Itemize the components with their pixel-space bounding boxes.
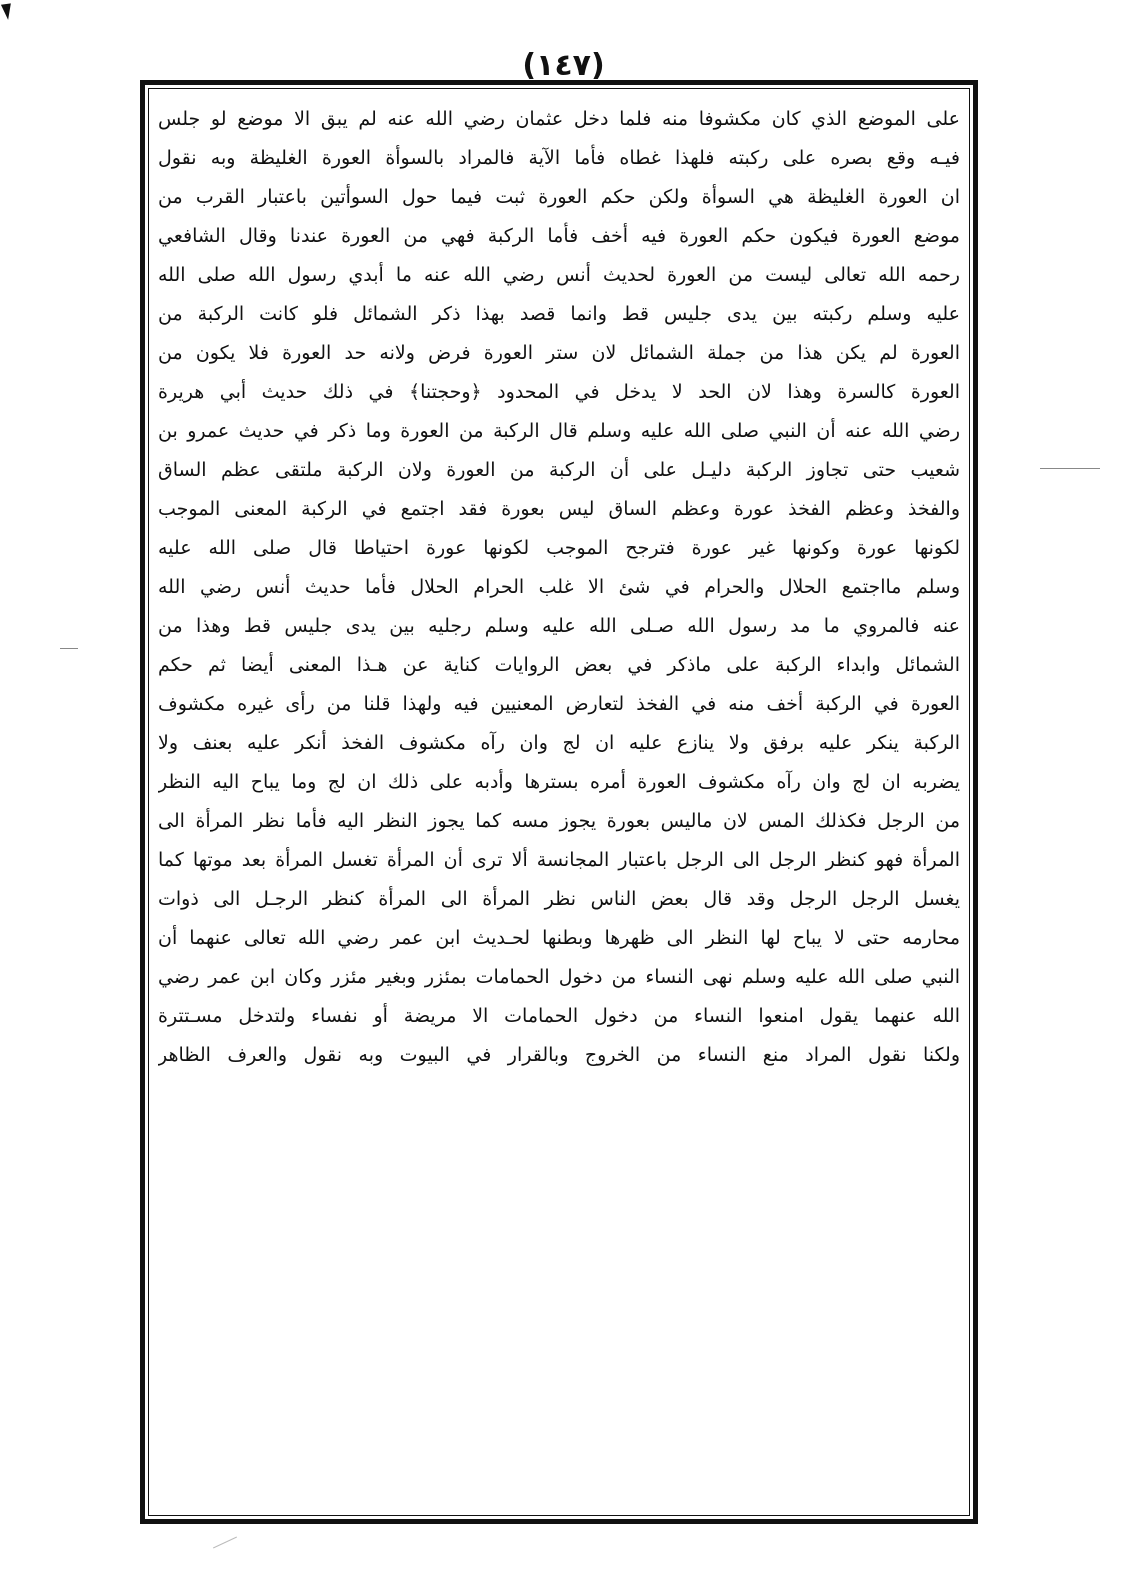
text-line: رضي الله عنه أن النبي صلى الله عليه وسلم قال الركبة من العورة وما ذكر في حديث عمرو بن xyxy=(158,420,960,442)
text-line: لكونها عورة وكونها غير عورة فترجح الموجب لكونها عورة احتياطا قال صلى الله عليه xyxy=(158,537,960,559)
text-line: النبي صلى الله عليه وسلم نهى النساء من دخول الحمامات بمئزر وبغير مئزر وكان ابن عمر رضي xyxy=(158,966,960,988)
text-line: محارمه حتى لا يباح لها النظر الى ظهرها وبطنها لحـديث ابن عمر رضي الله تعالى عنهما أن xyxy=(158,927,960,949)
text-line: ولكنا نقول المراد منع النساء من الخروج وبالقرار في البيوت وبه نقول والعرف الظاهر xyxy=(158,1044,960,1066)
text-line: فيـه وقع بصره على ركبته فلهذا غطاه فأما الآية فالمراد بالسوأة العورة الغليظة وبه نقول xyxy=(158,147,960,169)
text-line: المرأة فهو كنظر الرجل الى الرجل باعتبار المجانسة ألا ترى أن المرأة تغسل المرأة بعد موتها كما xyxy=(158,849,960,871)
text-line: العورة كالسرة وهذا لان الحد لا يدخل في المحدود ﴿وحجتنا﴾ في ذلك حديث أبي هريرة xyxy=(158,381,960,403)
text-line: الله عنهما يقول امنعوا النساء من دخول الحمامات الا مريضة أو نفساء ولتدخل مسـتترة xyxy=(158,1005,960,1027)
corner-scan-mark xyxy=(1,3,13,20)
text-line: موضع العورة فيكون حكم العورة فيه أخف فأما الركبة فهي من العورة عندنا وقال الشافعي xyxy=(158,225,960,247)
page-number: (١٤٧) xyxy=(522,48,605,83)
text-line: من الرجل فكذلك المس لان ماليس بعورة يجوز مسه كما يجوز النظر اليه فأما نظر المرأة الى xyxy=(158,810,960,832)
text-line: يغسل الرجل الرجل وقد قال بعض الناس نظر المرأة الى المرأة كنظر الرجـل الى ذوات xyxy=(158,888,960,910)
text-line: وسلم مااجتمع الحلال والحرام في شئ الا غلب الحرام الحلال فأما حديث أنس رضي الله xyxy=(158,576,960,598)
scan-mark-bottom xyxy=(213,1537,237,1549)
text-line: على الموضع الذي كان مكشوفا منه فلما دخل عثمان رضي الله عنه لم يبق الا موضع لو جلس xyxy=(158,108,960,130)
text-line: الركبة ينكر عليه برفق ولا ينازع عليه ان لج وان رآه مكشوف الفخذ أنكر عليه بعنف ولا xyxy=(158,732,960,754)
text-line: العورة لم يكن هذا من جملة الشمائل لان ستر العورة فرض ولانه حد العورة فلا يكون من xyxy=(158,342,960,364)
text-line: عليه وسلم ركبته بين يدى جليس قط وانما قصد بهذا ذكر الشمائل فلو كانت الركبة من xyxy=(158,303,960,325)
body-text xyxy=(158,100,960,1504)
margin-mark-left xyxy=(60,648,78,649)
text-line: والفخذ وعظم الفخذ عورة وعظم الساق ليس بعورة فقد اجتمع في الركبة المعنى الموجب xyxy=(158,498,960,520)
text-line: الشمائل وابداء الركبة على ماذكر في بعض الروايات كناية عن هـذا المعنى أيضا ثم حكم xyxy=(158,654,960,676)
text-line: شعيب حتى تجاوز الركبة دليـل على أن الركبة من العورة ولان الركبة ملتقى عظم الساق xyxy=(158,459,960,481)
text-line: رحمه الله تعالى ليست من العورة لحديث أنس رضي الله عنه ما أبدي رسول الله صلى الله xyxy=(158,264,960,286)
text-line: العورة في الركبة أخف منه في الفخذ لتعارض المعنيين فيه ولهذا قلنا من رأى غيره مكشوف xyxy=(158,693,960,715)
text-line: ان العورة الغليظة هي السوأة ولكن حكم العورة ثبت فيما حول السوأتين باعتبار القرب من xyxy=(158,186,960,208)
text-line: عنه فالمروي ما مد رسول الله صـلى الله عليه وسلم رجليه بين يدى جليس قط وهذا من xyxy=(158,615,960,637)
margin-mark-right xyxy=(1040,468,1100,469)
text-line: يضربه ان لج وان رآه مكشوف العورة أمره بسترها وأدبه على ذلك ان لج وما يباح اليه النظر xyxy=(158,771,960,793)
